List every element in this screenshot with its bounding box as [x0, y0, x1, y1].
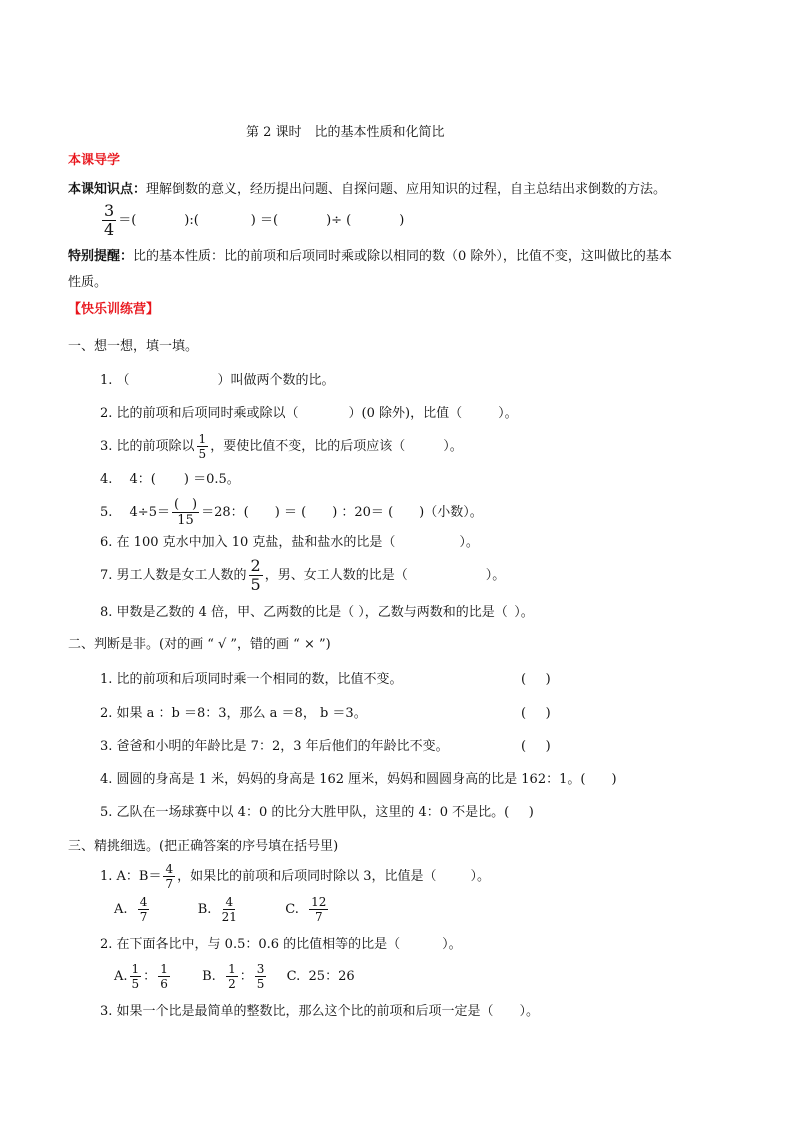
s3-question-2: 2. 在下面各比中，与 0.5：0.6 的比值相等的比是（ ）。 — [100, 937, 462, 952]
fraction: $\frac{4}{7}$ — [165, 862, 174, 891]
special-reminder — [68, 249, 672, 265]
answer-bracket[interactable]: ( ) — [521, 739, 551, 754]
section2-heading: 二、判断是非。(对的画 “ √ ”，错的画 “ × ”) — [68, 637, 331, 652]
s3-question-1: 1. A：B＝ $\frac{4}{7}$ ，如果比的前项和后项同时除以 3，比值是（ ）。 — [100, 862, 491, 891]
answer-bracket[interactable]: ( ) — [580, 772, 617, 787]
s1-item-2: 2. 比的前项和后项同时乘或除以（ ）(0 除外)，比值（ ）。 — [100, 406, 518, 421]
answer-bracket[interactable]: ( ) — [504, 805, 534, 820]
knowledge-points — [68, 182, 666, 198]
s2-item-2: 2. 如果 a ：b ＝8：3，那么 a ＝8， b ＝3。 — [100, 706, 367, 721]
lesson-title: 第 2 课时 比的基本性质和化简比 — [246, 125, 445, 140]
reminder-text-cont: 性质。 — [68, 275, 108, 290]
section3-heading: 三、精挑细选。(把正确答案的序号填在括号里) — [68, 839, 339, 854]
option-a[interactable]: A. $\frac{4}{7}$ — [114, 895, 148, 924]
section1-heading: 一、想一想，填一填。 — [68, 339, 199, 354]
s1-item-7: 7. 男工人数是女工人数的 $\frac{2}{5}$ ，男、女工人数的比是（ ）。 — [100, 556, 506, 594]
camp-heading: 【快乐训练营】 — [68, 302, 160, 317]
fraction: $\frac{( )}{15}$ — [173, 497, 198, 528]
s3-question-3: 3. 如果一个比是最简单的整数比，那么这个比的前项和后项一定是（ ）。 — [100, 1004, 540, 1019]
reminder-text: 比的基本性质：比的前项和后项同时乘或除以相同的数（0 除外），比值不变，这叫做比的基本 — [133, 249, 672, 264]
answer-bracket[interactable]: ( ) — [521, 672, 551, 687]
option-b[interactable]: B. $\frac{1}{2}$ ： $\frac{3}{5}$ — [202, 962, 265, 991]
s1-item-1: 1. （ ）叫做两个数的比。 — [100, 373, 335, 388]
reminder-label: 特别提醒： — [68, 249, 134, 264]
s1-item-5: 5. 4÷5＝ $\frac{( )}{15}$ ＝28：( ) ＝ ( ) ：20＝ ( )（小数）。 — [100, 497, 483, 528]
option-a[interactable]: A. $\frac{1}{5}$ ： $\frac{1}{6}$ — [114, 962, 168, 991]
s3-q1-options — [114, 893, 330, 927]
answer-bracket[interactable]: ( ) — [521, 706, 551, 721]
s1-item-3: 3. 比的前项除以 $\frac{1}{5}$ ，要使比值不变，比的后项应该（ ）。 — [100, 432, 463, 461]
eq-part4: )÷ ( — [326, 213, 352, 228]
guide-heading: 本课导学 — [68, 153, 121, 168]
s2-item-3: 3. 爸爸和小明的年龄比是 7：2，3 年后他们的年龄比不变。 — [100, 739, 449, 754]
ratio-equation — [100, 203, 404, 239]
eq-part3: ) ＝( — [250, 213, 279, 228]
fraction-3-4: $\frac{3}{4}$ — [104, 201, 115, 239]
s3-q2-options — [114, 960, 355, 994]
s2-item-4: 4. 圆圆的身高是 1 米，妈妈的身高是 162 厘米，妈妈和圆圆身高的比是 162：1。( ) — [100, 772, 617, 787]
eq-part2: ):( — [184, 213, 199, 228]
knowledge-text: 理解倒数的意义，经历提出问题、自探问题、应用知识的过程，自主总结出求倒数的方法。 — [146, 182, 667, 197]
option-b[interactable]: B. $\frac{4}{21}$ — [197, 895, 237, 924]
option-c[interactable]: C. $\frac{12}{7}$ — [285, 895, 327, 924]
eq-part5: ) — [399, 213, 405, 228]
s1-item-4: 4. 4：( ) ＝0.5。 — [100, 472, 240, 487]
fraction: $\frac{2}{5}$ — [250, 556, 261, 594]
option-c[interactable]: C. 25：26 — [286, 969, 355, 984]
eq-part1: ＝( — [118, 213, 137, 228]
s1-item-6: 6. 在 100 克水中加入 10 克盐，盐和盐水的比是（ ）。 — [100, 535, 479, 550]
fraction: $\frac{1}{5}$ — [198, 432, 207, 461]
knowledge-label: 本课知识点： — [68, 182, 147, 197]
s2-item-5: 5. 乙队在一场球赛中以 4：0 的比分大胜甲队，这里的 4：0 不是比。( ) — [100, 805, 534, 820]
s1-item-8: 8. 甲数是乙数的 4 倍，甲、乙两数的比是（ ），乙数与两数和的比是（ ）。 — [100, 605, 534, 620]
s2-item-1: 1. 比的前项和后项同时乘一个相同的数，比值不变。 — [100, 672, 403, 687]
